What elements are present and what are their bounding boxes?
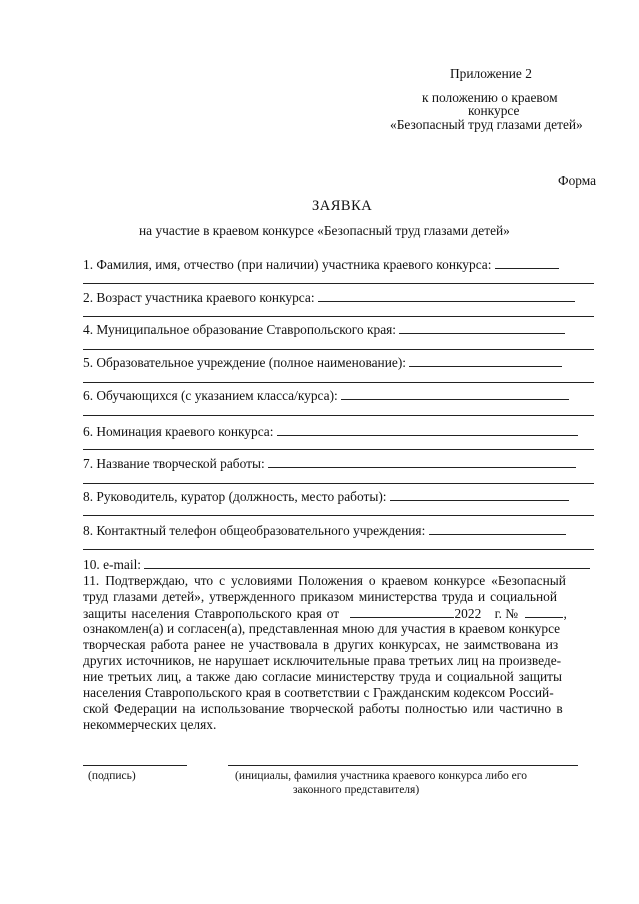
field-supervisor-blank[interactable] [390,488,569,501]
field-municipality-blank[interactable] [399,321,565,334]
consent-date-blank[interactable] [350,605,454,618]
field-municipality-line2[interactable] [83,349,594,350]
name-line[interactable] [228,765,578,766]
document-subtitle: на участие в краевом конкурсе «Безопасный труд глазами детей» [139,223,510,238]
field-email-blank[interactable] [144,556,590,569]
consent-line-9: ской Федерации на использование творческой работы полностью или частично в [83,701,563,716]
field-school-line2[interactable] [83,382,594,383]
field-phone-label: 8. Контактный телефон общеобразовательного учреждения: [83,523,426,538]
field-full-name-label: 1. Фамилия, имя, отчество (при наличии) участника краевого конкурса: [83,257,492,272]
field-email[interactable] [83,556,590,573]
comma: , [563,606,567,621]
field-supervisor-line2[interactable] [83,515,594,516]
field-age-blank[interactable] [318,289,575,302]
field-age[interactable] [83,289,575,306]
field-phone-blank[interactable] [429,522,566,535]
consent-line-3-text: защиты населения Ставропольского края от [83,606,340,621]
field-class[interactable] [83,387,569,404]
regulation-reference-line1: к положению о краевом [422,90,558,105]
appendix-label: Приложение 2 [450,66,532,81]
field-work-title-label: 7. Название творческой работы: [83,456,265,471]
field-full-name-line2[interactable] [83,283,594,284]
field-nomination-blank[interactable] [277,423,578,436]
field-supervisor-label: 8. Руководитель, куратор (должность, место работы): [83,489,387,504]
consent-line-6: других источников, не нарушает исключительные права третьих лиц на произведе- [83,653,562,668]
name-caption-line2: законного представителя) [293,784,420,796]
field-work-title[interactable] [83,455,576,472]
field-school-blank[interactable] [409,354,562,367]
field-municipality-label: 4. Муниципальное образование Ставропольского края: [83,322,397,337]
field-nomination-label: 6. Номинация краевого конкурса: [83,424,274,439]
signature-line[interactable] [83,765,187,766]
consent-number-label: г. № [494,606,519,621]
consent-line-3 [83,605,601,622]
consent-line-2: труд глазами детей», утвержденного приказом министерства труда и социальной [83,589,558,604]
field-full-name[interactable] [83,256,559,273]
field-nomination[interactable] [83,423,578,440]
field-class-label: 6. Обучающихся (с указанием класса/курса): [83,388,338,403]
consent-year: 2022 [454,606,482,621]
consent-line-10: некоммерческих целях. [83,717,217,732]
form-label: Форма [558,173,597,188]
field-age-line2[interactable] [83,316,594,317]
contest-name: «Безопасный труд глазами детей» [390,117,583,132]
field-work-title-line2[interactable] [83,483,594,484]
field-nomination-line2[interactable] [83,449,594,450]
field-age-label: 2. Возраст участника краевого конкурса: [83,290,315,305]
consent-line-7: ние третьих лиц, а также даю согласие министерству труда и социальной защиты [83,669,563,684]
field-full-name-blank[interactable] [495,256,559,269]
consent-number-blank[interactable] [525,605,563,618]
field-phone-line2[interactable] [83,549,594,550]
field-municipality[interactable] [83,321,565,338]
regulation-reference-line2: конкурсе [468,103,520,118]
field-work-title-blank[interactable] [268,455,576,468]
field-class-blank[interactable] [341,387,569,400]
consent-line-1: 11. Подтверждаю, что с условиями Положения о краевом конкурсе «Безопасный [83,573,566,588]
field-school[interactable] [83,354,562,371]
signature-caption: (подпись) [88,770,136,782]
field-phone[interactable] [83,522,566,539]
field-supervisor[interactable] [83,488,569,505]
field-email-label: 10. e-mail: [83,557,142,572]
field-class-line2[interactable] [83,415,594,416]
consent-line-5: творческая работа ранее не участвовала в других конкурсах, не заимствована из [83,637,559,652]
document-title: ЗАЯВКА [312,198,373,214]
consent-line-4: ознакомлен(а) и согласен(а), представленная мною для участия в краевом конкурсе [83,621,561,636]
consent-line-8: населения Ставропольского края в соответствии с Гражданским кодексом Россий- [83,685,554,700]
field-school-label: 5. Образовательное учреждение (полное наименование): [83,355,407,370]
name-caption-line1: (инициалы, фамилия участника краевого конкурса либо его [235,770,527,782]
